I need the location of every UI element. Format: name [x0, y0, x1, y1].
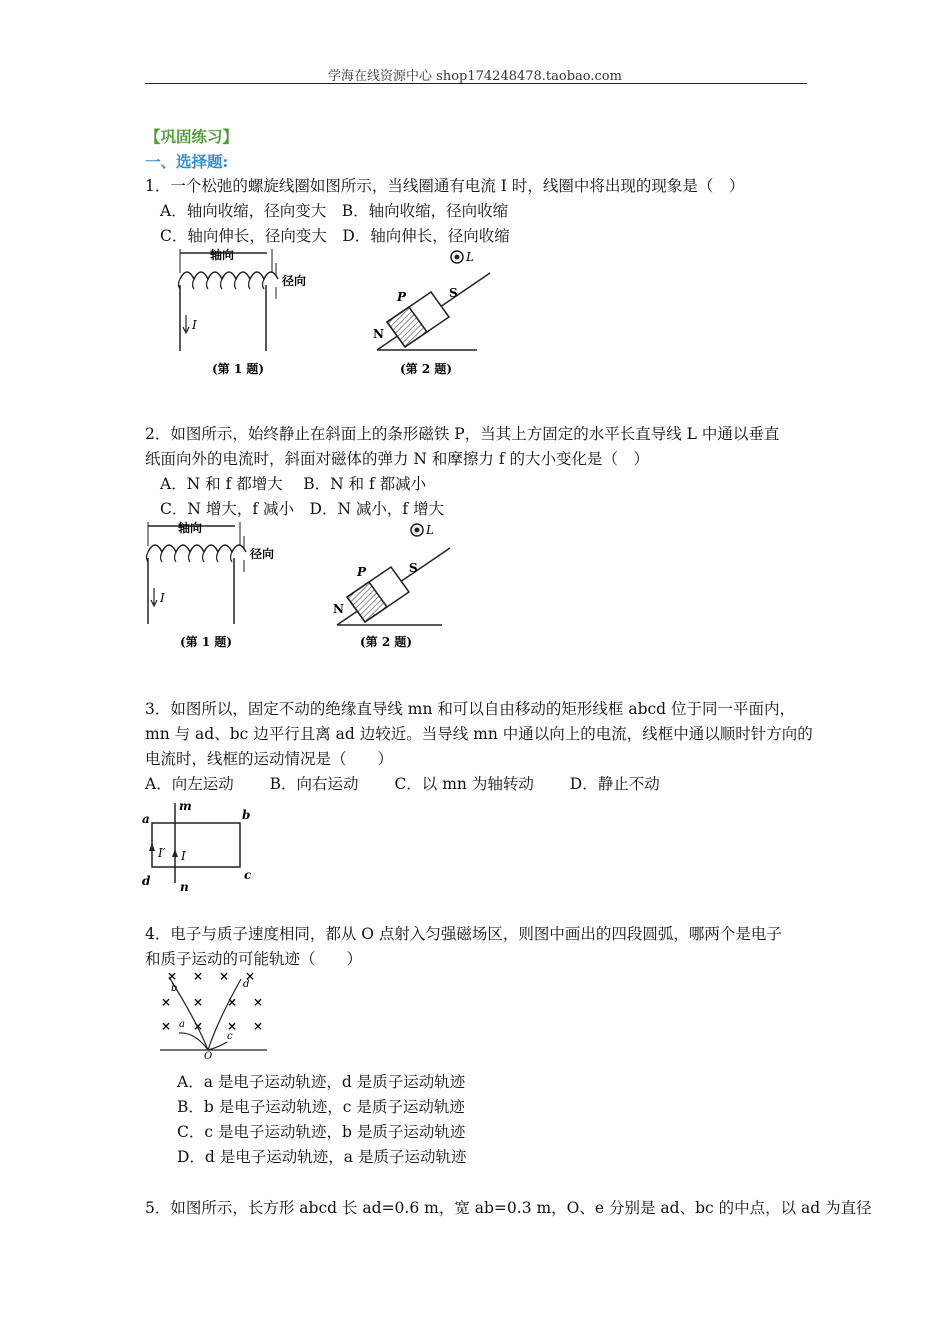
- arcs-figure: [155, 967, 275, 1059]
- label-origin-o: O: [204, 1051, 213, 1059]
- field-cross: ×: [161, 995, 172, 1009]
- coil-loops: [180, 272, 278, 279]
- label-i-prime: I′: [158, 846, 166, 860]
- magnet-s-label: S: [409, 561, 418, 575]
- label-arc-d: d: [243, 979, 250, 990]
- field-cross: ×: [193, 995, 204, 1009]
- label-c: c: [244, 868, 252, 882]
- q1-option-line: A．轴向收缩，径向变大 B．轴向收缩，径向收缩: [160, 202, 509, 220]
- figure-group-2: [140, 518, 460, 653]
- label-arc-c: c: [227, 1031, 233, 1042]
- coil-figure: [147, 522, 247, 624]
- q3-stem: mn 与 ad、bc 边平行且离 ad 边较近。当导线 mn 中通以向上的电流，线框中通以顺时针方向的: [145, 725, 813, 743]
- coil-axial-label: 轴向: [210, 248, 235, 262]
- coil-radial-label: 径向: [282, 274, 307, 288]
- field-cross: ×: [227, 995, 238, 1009]
- magnet-p-label: P: [397, 290, 407, 304]
- caption-q2: (第 2 题): [360, 635, 413, 649]
- caption-q1: (第 1 题): [180, 635, 233, 649]
- label-b: b: [242, 808, 251, 822]
- page-header: 学海在线资源中心 shop174248478.taobao.com: [328, 69, 622, 84]
- header-rule: [145, 83, 807, 84]
- label-arc-b: b: [171, 983, 178, 994]
- q4-option: B．b 是电子运动轨迹，c 是质子运动轨迹: [177, 1098, 465, 1116]
- field-cross: ×: [193, 969, 204, 983]
- q3-options: A．向左运动 B．向右运动 C．以 mn 为轴转动 D．静止不动: [145, 775, 660, 793]
- q1-stem: 1．一个松弛的螺旋线圈如图所示，当线圈通有电流 I 时，线圈中将出现的现象是（ ）: [145, 177, 745, 195]
- magnet-s-label: S: [449, 286, 458, 300]
- wire-label: L: [466, 250, 474, 264]
- label-m: m: [179, 799, 192, 813]
- incline-figure: [377, 251, 490, 350]
- q4-option: A．a 是电子运动轨迹，d 是质子运动轨迹: [177, 1073, 466, 1091]
- magnet-n-label: N: [373, 327, 384, 341]
- q2-stem: 2．如图所示，始终静止在斜面上的条形磁铁 P，当其上方固定的水平长直导线 L 中通以垂直: [145, 425, 780, 443]
- caption-q1: (第 1 题): [212, 362, 265, 376]
- q2-option-line: C．N 增大，f 减小 D．N 减小，f 增大: [160, 500, 445, 518]
- coil-axial-label: 轴向: [178, 521, 203, 535]
- field-cross: ×: [219, 969, 230, 983]
- label-i: I: [181, 849, 186, 863]
- caption-q2: (第 2 题): [400, 362, 453, 376]
- q2-option-line: A．N 和 f 都增大 B．N 和 f 都减小: [160, 475, 427, 493]
- q3-stem: 3．如图所以，固定不动的绝缘直导线 mn 和可以自由移动的矩形线框 abcd 位于同一平面内，: [145, 700, 796, 718]
- frame-figure: [140, 797, 270, 895]
- field-cross: ×: [167, 969, 178, 983]
- label-a: a: [142, 812, 150, 826]
- coil-radial-label: 径向: [250, 547, 275, 561]
- coil-loops: [148, 545, 246, 552]
- field-cross: ×: [227, 1019, 238, 1033]
- arc-d: [208, 979, 241, 1050]
- magnet-p-label: P: [357, 565, 367, 579]
- section-title: 【巩固练习】: [145, 127, 239, 146]
- rect-frame: [152, 823, 240, 867]
- field-cross: ×: [245, 969, 256, 983]
- q4-option: D．d 是电子运动轨迹，a 是质子运动轨迹: [177, 1148, 467, 1166]
- q2-stem: 纸面向外的电流时，斜面对磁体的弹力 N 和摩擦力 f 的大小变化是（ ）: [145, 450, 650, 468]
- incline-figure: [337, 524, 450, 625]
- field-cross: ×: [161, 1019, 172, 1033]
- q4-stem: 和质子运动的可能轨迹（ ）: [145, 950, 363, 968]
- q4-stem: 4．电子与质子速度相同，都从 O 点射入匀强磁场区，则图中画出的四段圆弧，哪两个是电子: [145, 925, 782, 943]
- q1-option-line: C．轴向伸长，径向变大 D．轴向伸长，径向收缩: [160, 227, 510, 245]
- q5-stem: 5．如图所示，长方形 abcd 长 ad=0.6 m，宽 ab=0.3 m，O、e 分别是 ad、bc 的中点，以 ad 为直径: [145, 1199, 872, 1217]
- wire-label: L: [426, 523, 434, 537]
- coil-current-label: I: [160, 591, 165, 605]
- field-cross: ×: [253, 1019, 264, 1033]
- field-cross: ×: [253, 995, 264, 1009]
- q3-stem: 电流时，线框的运动情况是（ ）: [145, 750, 394, 768]
- q4-option: C．c 是电子运动轨迹，b 是质子运动轨迹: [177, 1123, 466, 1141]
- label-arc-a: a: [179, 1019, 185, 1030]
- subsection-title: 一、选择题:: [145, 152, 229, 171]
- coil-figure: [179, 249, 279, 351]
- magnet-n-label: N: [333, 602, 344, 616]
- label-d: d: [142, 874, 151, 888]
- label-n: n: [180, 880, 189, 894]
- coil-current-label: I: [192, 318, 197, 332]
- arc-a: [179, 1033, 208, 1050]
- field-cross: ×: [193, 1019, 204, 1033]
- figure-group-1: [172, 245, 492, 380]
